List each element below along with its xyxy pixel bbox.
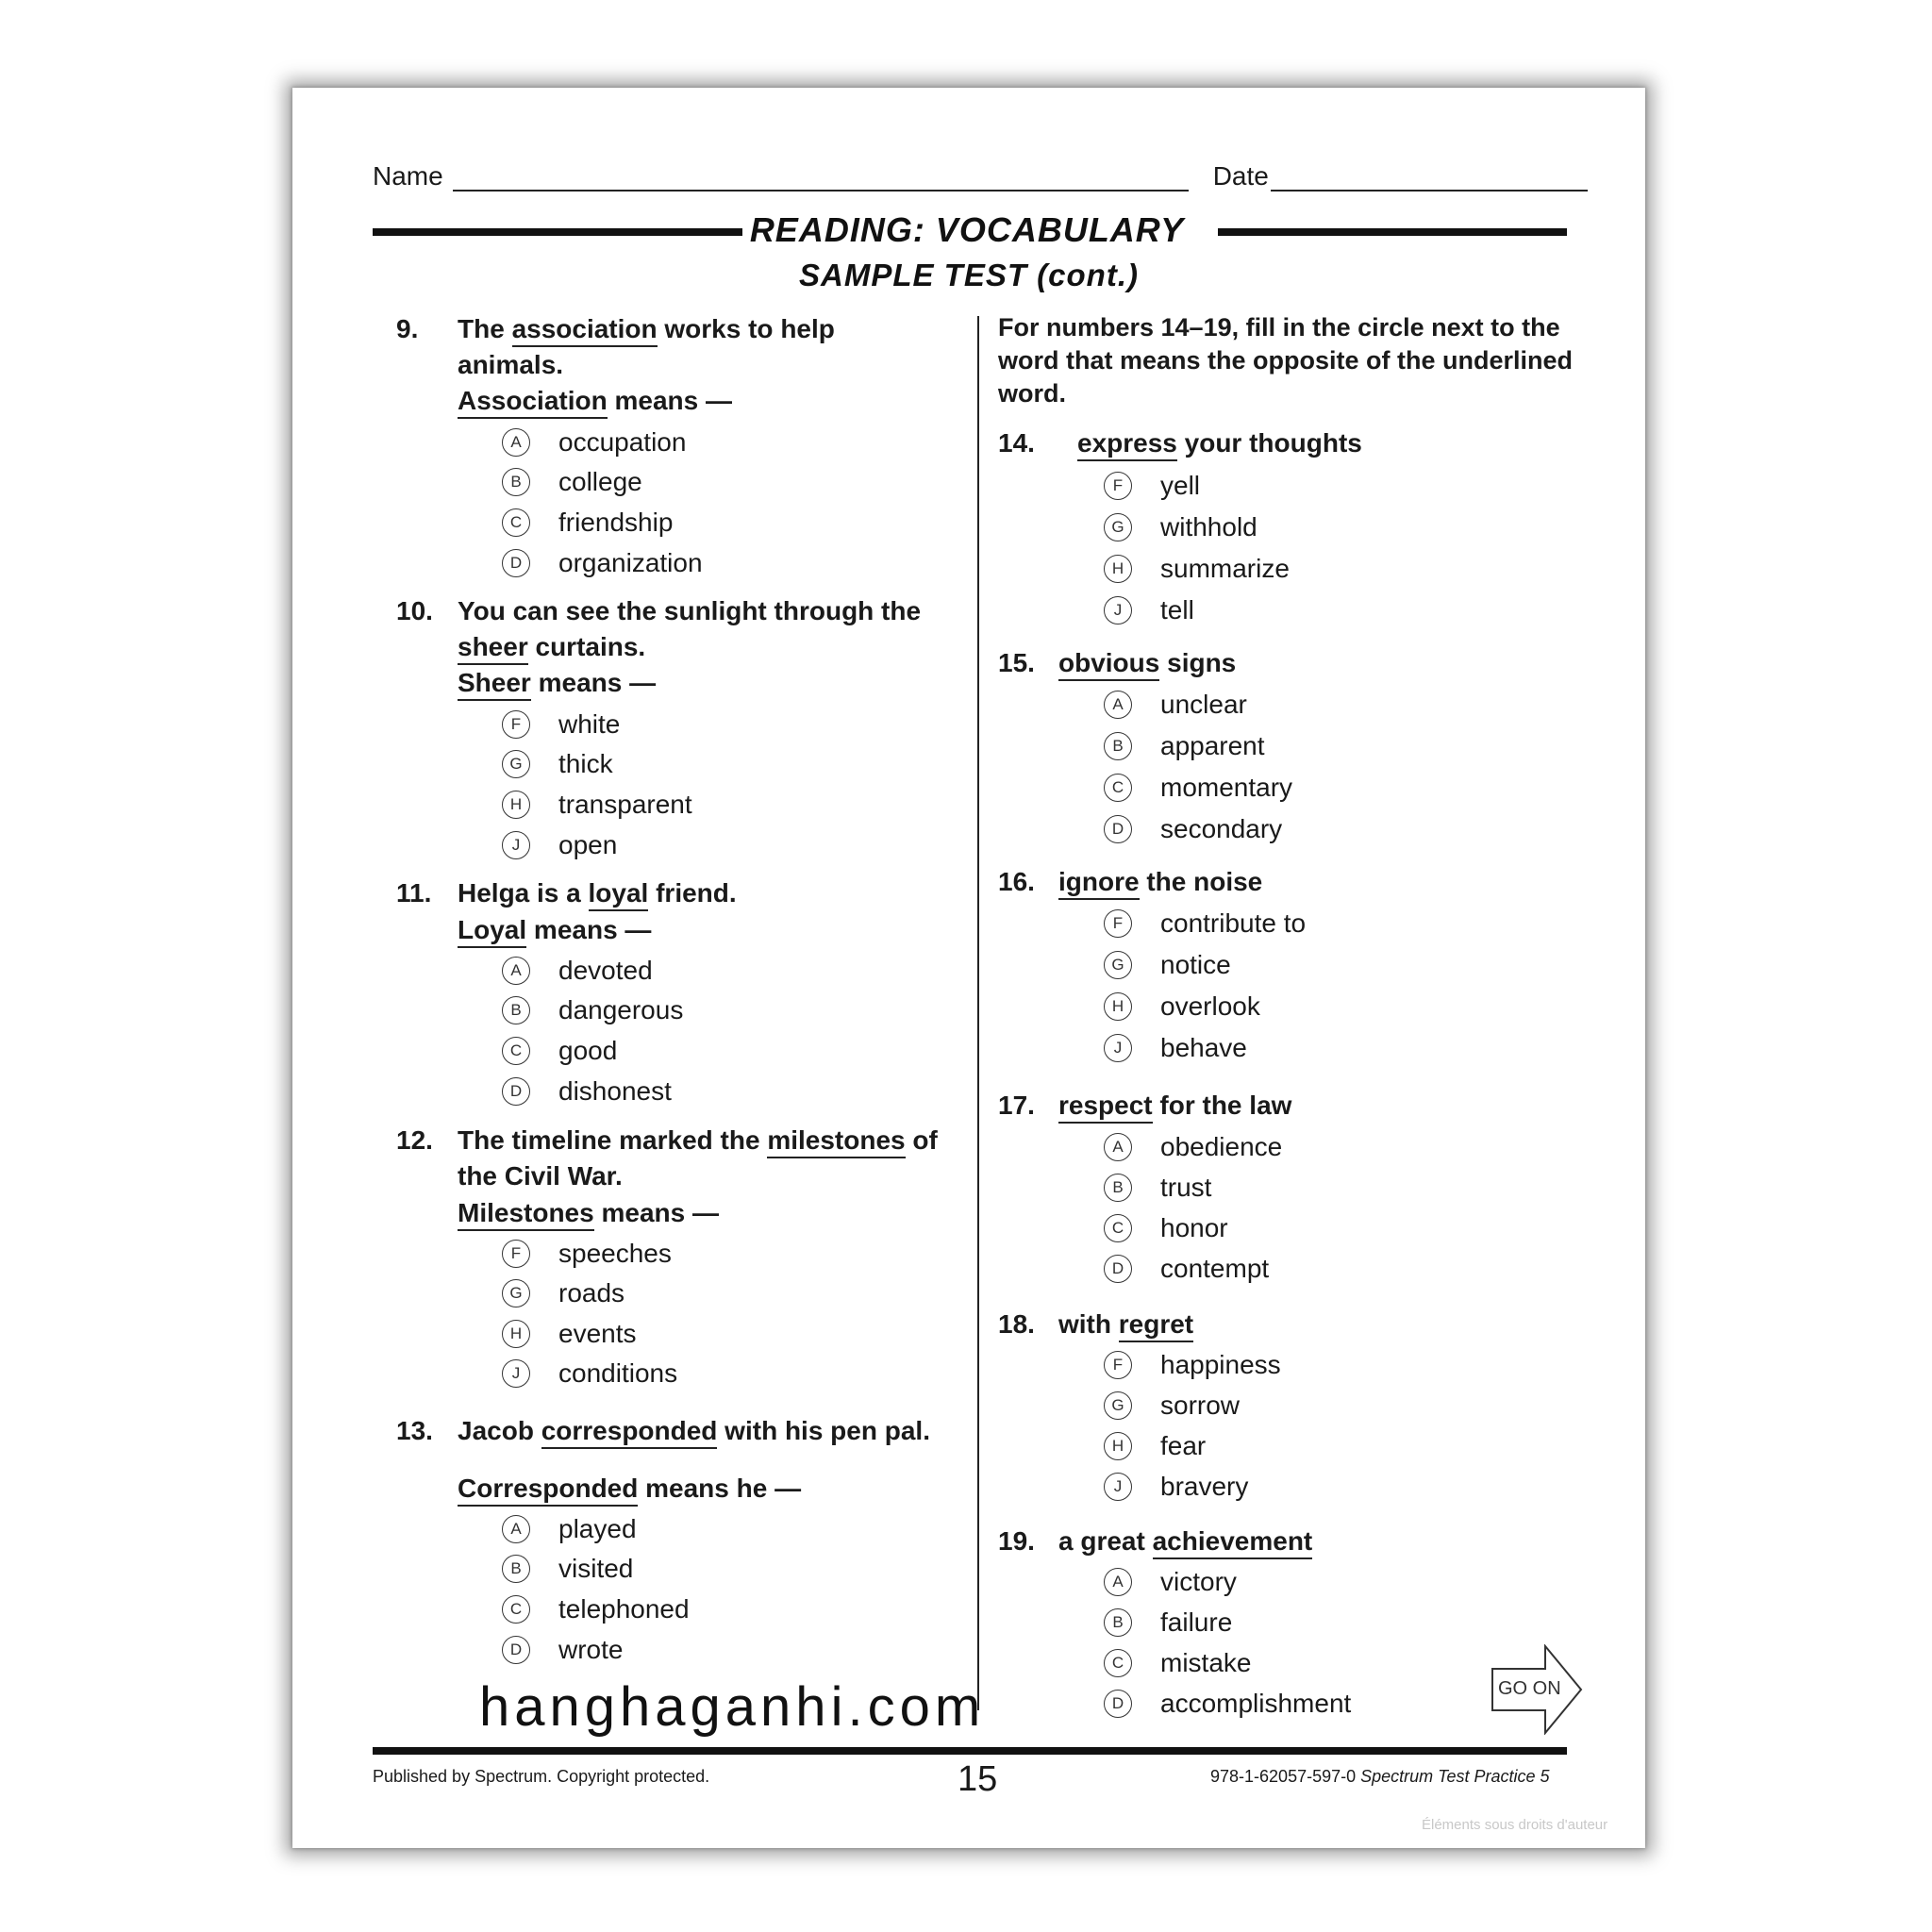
option-text: momentary <box>1160 773 1293 802</box>
option-text: played <box>558 1514 637 1543</box>
option-text: summarize <box>1160 554 1290 583</box>
stem-text: curtains. <box>527 632 646 661</box>
column-divider <box>977 316 979 1710</box>
go-on-label: GO ON <box>1498 1678 1561 1699</box>
answer-bubble[interactable]: A <box>502 957 530 985</box>
question-11-stem <box>458 875 737 911</box>
underlined-word: Sheer <box>458 668 531 701</box>
underlined-word: association <box>512 314 658 347</box>
answer-option[interactable] <box>502 1239 672 1269</box>
answer-bubble[interactable]: H <box>1104 992 1132 1021</box>
option-text: mistake <box>1160 1648 1252 1677</box>
answer-bubble[interactable]: C <box>1104 774 1132 802</box>
go-on-arrow-icon <box>1491 1644 1585 1735</box>
answer-option[interactable] <box>502 709 620 740</box>
answer-option[interactable] <box>1104 991 1260 1022</box>
answer-bubble[interactable]: G <box>1104 1391 1132 1420</box>
answer-option[interactable] <box>1104 1033 1247 1063</box>
answer-option[interactable] <box>1104 1607 1232 1638</box>
underlined-word: corresponded <box>541 1416 718 1449</box>
date-blank[interactable] <box>1271 167 1588 192</box>
answer-option[interactable] <box>502 790 692 820</box>
question-10-stem: You can see the sunlight through the <box>458 596 922 625</box>
option-text: happiness <box>1160 1350 1281 1379</box>
question-19-stem <box>1058 1524 1312 1559</box>
section-subtitle: SAMPLE TEST (cont.) <box>799 258 1139 292</box>
option-text: wrote <box>558 1635 624 1664</box>
question-17-stem <box>1058 1088 1291 1124</box>
option-text: organization <box>558 548 703 577</box>
underlined-word: express <box>1077 428 1177 461</box>
answer-option[interactable] <box>1104 1391 1240 1421</box>
underlined-word: Association <box>458 386 608 419</box>
answer-bubble[interactable]: B <box>1104 732 1132 760</box>
underlined-word: regret <box>1119 1309 1193 1342</box>
underlined-word: respect <box>1058 1091 1153 1124</box>
answer-bubble[interactable]: H <box>502 1320 530 1348</box>
stem-text: of <box>905 1125 938 1155</box>
answer-option[interactable] <box>502 467 642 497</box>
answer-option[interactable] <box>1104 1431 1206 1461</box>
answer-bubble[interactable]: B <box>1104 1608 1132 1637</box>
option-text: open <box>558 830 618 859</box>
answer-bubble[interactable]: J <box>1104 1473 1132 1501</box>
answer-bubble[interactable]: H <box>1104 1432 1132 1460</box>
isbn: 978-1-62057-597-0 <box>1210 1767 1357 1786</box>
answer-bubble[interactable]: A <box>502 428 530 457</box>
answer-bubble[interactable]: G <box>502 1279 530 1307</box>
question-number: 14. <box>998 428 1035 458</box>
answer-option[interactable] <box>1104 1254 1269 1284</box>
answer-option[interactable] <box>1104 1472 1248 1502</box>
answer-option[interactable] <box>1104 1350 1281 1380</box>
answer-bubble[interactable]: C <box>502 508 530 537</box>
question-number: 11. <box>396 878 432 908</box>
answer-bubble[interactable]: F <box>1104 472 1132 500</box>
option-text: honor <box>1160 1213 1228 1242</box>
footer-rule <box>373 1747 1567 1755</box>
answer-option[interactable] <box>1104 690 1247 720</box>
answer-option[interactable] <box>502 956 653 986</box>
question-10-prompt <box>458 665 656 701</box>
question-12-prompt <box>458 1195 719 1231</box>
question-15-stem <box>1058 645 1236 681</box>
prompt-text: means — <box>607 386 732 415</box>
option-text: white <box>558 709 621 739</box>
answer-bubble[interactable]: D <box>502 1636 530 1664</box>
answer-option[interactable] <box>1104 1648 1251 1678</box>
answer-bubble[interactable]: A <box>1104 1133 1132 1161</box>
question-10-stem-2 <box>458 629 645 665</box>
option-text: conditions <box>558 1358 678 1388</box>
answer-option[interactable] <box>502 548 703 578</box>
answer-option[interactable] <box>1104 731 1265 761</box>
underlined-word: loyal <box>589 878 649 911</box>
answer-bubble[interactable]: F <box>1104 1351 1132 1379</box>
answer-bubble[interactable]: F <box>502 710 530 739</box>
answer-option[interactable] <box>502 427 686 458</box>
option-text: telephoned <box>558 1594 690 1624</box>
option-text: dangerous <box>558 995 684 1024</box>
option-text: devoted <box>558 956 653 985</box>
stem-text: with <box>1058 1309 1119 1339</box>
question-14-stem <box>1077 425 1362 461</box>
prompt-text: means — <box>526 915 652 944</box>
option-text: thick <box>558 749 613 778</box>
option-text: overlook <box>1160 991 1260 1021</box>
answer-option[interactable] <box>502 1278 625 1308</box>
answer-bubble[interactable]: D <box>502 549 530 577</box>
answer-option[interactable] <box>1104 512 1257 542</box>
option-text: tell <box>1160 595 1194 625</box>
underlined-word: Loyal <box>458 915 526 948</box>
question-number: 15. <box>998 648 1035 677</box>
answer-bubble[interactable]: D <box>1104 815 1132 843</box>
answer-bubble[interactable]: C <box>1104 1649 1132 1677</box>
option-text: behave <box>1160 1033 1247 1062</box>
answer-option[interactable] <box>1104 554 1290 584</box>
underlined-word: milestones <box>767 1125 905 1158</box>
answer-bubble[interactable]: C <box>502 1037 530 1065</box>
underlined-word: Corresponded <box>458 1474 638 1507</box>
answer-option[interactable] <box>502 995 683 1025</box>
answer-option[interactable] <box>502 1554 633 1584</box>
question-number: 12. <box>396 1125 433 1155</box>
name-date-line <box>373 161 1588 192</box>
answer-option[interactable] <box>502 1635 623 1665</box>
option-text: victory <box>1160 1567 1237 1596</box>
answer-option[interactable] <box>1104 1213 1228 1243</box>
answer-option[interactable] <box>1104 1132 1282 1162</box>
book-info <box>1210 1767 1550 1787</box>
answer-bubble[interactable]: C <box>1104 1214 1132 1242</box>
prompt-text: means — <box>593 1198 719 1227</box>
question-number: 10. <box>396 596 433 625</box>
section-title: READING: VOCABULARY <box>749 210 1185 249</box>
option-text: sorrow <box>1160 1391 1241 1420</box>
answer-option[interactable] <box>502 1319 637 1349</box>
answer-bubble[interactable]: A <box>502 1515 530 1543</box>
underlined-word: ignore <box>1058 867 1140 900</box>
date-label: Date <box>1212 161 1269 191</box>
answer-option[interactable] <box>502 1594 690 1624</box>
underlined-word: sheer <box>458 632 528 665</box>
rights-note: Éléments sous droits d'auteur <box>1422 1817 1608 1833</box>
answer-bubble[interactable]: C <box>502 1595 530 1624</box>
answer-bubble[interactable]: F <box>1104 909 1132 938</box>
stem-text: signs <box>1159 648 1237 677</box>
answer-bubble[interactable]: D <box>502 1077 530 1106</box>
option-text: fear <box>1160 1431 1207 1460</box>
stem-text: with his pen pal. <box>717 1416 930 1445</box>
option-text: failure <box>1160 1607 1233 1637</box>
option-text: good <box>558 1036 618 1065</box>
question-13-prompt <box>458 1471 801 1507</box>
option-text: contempt <box>1160 1254 1270 1283</box>
answer-bubble[interactable]: G <box>1104 513 1132 541</box>
name-blank[interactable] <box>453 167 1189 192</box>
question-12-stem-2: the Civil War. <box>458 1161 623 1191</box>
answer-option[interactable] <box>1104 1567 1237 1597</box>
name-label: Name <box>373 161 443 191</box>
option-text: speeches <box>558 1239 672 1268</box>
answer-option[interactable] <box>1104 1689 1351 1719</box>
question-9-stem-2: animals. <box>458 350 564 379</box>
stem-text: the noise <box>1139 867 1263 896</box>
option-text: visited <box>558 1554 634 1583</box>
prompt-text: means he — <box>638 1474 802 1503</box>
option-text: contribute to <box>1160 908 1307 938</box>
stem-text: Helga is a <box>458 878 589 908</box>
book-title: Spectrum Test Practice 5 <box>1360 1767 1550 1786</box>
answer-bubble[interactable]: G <box>1104 951 1132 979</box>
option-text: friendship <box>558 508 674 537</box>
option-text: secondary <box>1160 814 1283 843</box>
answer-bubble[interactable]: J <box>1104 1034 1132 1062</box>
stem-text: a great <box>1058 1526 1153 1556</box>
page-number: 15 <box>958 1759 998 1799</box>
option-text: unclear <box>1160 690 1247 719</box>
option-text: accomplishment <box>1160 1689 1352 1718</box>
option-text: yell <box>1160 471 1201 500</box>
publisher-note: Published by Spectrum. Copyright protected. <box>373 1767 710 1786</box>
option-text: apparent <box>1160 731 1265 760</box>
underlined-word: achievement <box>1153 1526 1313 1559</box>
option-text: dishonest <box>558 1076 672 1106</box>
instructions: For numbers 14–19, fill in the circle next to the word that means the opposite of the underlined word. <box>998 313 1574 408</box>
question-9-prompt <box>458 383 732 419</box>
prompt-text: means — <box>530 668 657 697</box>
option-text: transparent <box>558 790 692 819</box>
worksheet-page <box>292 88 1645 1848</box>
answer-bubble[interactable]: H <box>502 791 530 819</box>
question-number: 17. <box>998 1091 1035 1120</box>
answer-option[interactable] <box>1104 471 1200 501</box>
question-number: 16. <box>998 867 1035 896</box>
answer-bubble[interactable]: F <box>502 1240 530 1268</box>
question-number: 13. <box>396 1416 433 1445</box>
option-text: trust <box>1160 1173 1212 1202</box>
stem-text: for the law <box>1152 1091 1292 1120</box>
site-watermark: hanghaganhi.com <box>479 1676 986 1738</box>
answer-option[interactable] <box>1104 950 1231 980</box>
answer-option[interactable] <box>502 749 613 779</box>
answer-bubble[interactable]: H <box>1104 555 1132 583</box>
answer-option[interactable] <box>502 1514 637 1544</box>
stem-text: The <box>458 314 512 343</box>
question-number: 18. <box>998 1309 1035 1339</box>
answer-bubble[interactable]: D <box>1104 1255 1132 1283</box>
answer-bubble[interactable]: G <box>502 750 530 778</box>
answer-option[interactable] <box>502 1358 677 1389</box>
question-9-stem <box>458 311 835 347</box>
question-16-stem <box>1058 864 1262 900</box>
answer-bubble[interactable]: B <box>502 1555 530 1583</box>
answer-bubble[interactable]: J <box>502 1359 530 1388</box>
option-text: notice <box>1160 950 1231 979</box>
answer-option[interactable] <box>1104 908 1306 939</box>
answer-option[interactable] <box>502 1076 672 1107</box>
option-text: college <box>558 467 642 496</box>
stem-text: The timeline marked the <box>458 1125 768 1155</box>
underlined-word: obvious <box>1058 648 1159 681</box>
question-13-stem <box>458 1413 930 1449</box>
answer-option[interactable] <box>1104 773 1292 803</box>
answer-bubble[interactable]: J <box>502 831 530 859</box>
answer-bubble[interactable]: B <box>502 996 530 1024</box>
answer-bubble[interactable]: B <box>502 468 530 496</box>
answer-bubble[interactable]: A <box>1104 1568 1132 1596</box>
question-12-stem <box>458 1123 938 1158</box>
answer-option[interactable] <box>502 830 617 860</box>
answer-bubble[interactable]: A <box>1104 691 1132 719</box>
option-text: roads <box>558 1278 625 1307</box>
option-text: events <box>558 1319 637 1348</box>
question-18-stem <box>1058 1307 1193 1342</box>
answer-option[interactable] <box>502 508 673 538</box>
option-text: withhold <box>1160 512 1257 541</box>
stem-text: Jacob <box>458 1416 541 1445</box>
answer-option[interactable] <box>502 1036 617 1066</box>
answer-option[interactable] <box>1104 595 1194 625</box>
option-text: occupation <box>558 427 687 457</box>
answer-bubble[interactable]: D <box>1104 1690 1132 1718</box>
stem-text: works to help <box>657 314 835 343</box>
stem-text: your thoughts <box>1176 428 1362 458</box>
underlined-word: Milestones <box>458 1198 594 1231</box>
answer-bubble[interactable]: B <box>1104 1174 1132 1202</box>
question-number: 9. <box>396 314 419 343</box>
answer-option[interactable] <box>1104 814 1282 844</box>
question-11-prompt <box>458 912 651 948</box>
stem-text: friend. <box>648 878 737 908</box>
option-text: obedience <box>1160 1132 1283 1161</box>
answer-option[interactable] <box>1104 1173 1211 1203</box>
option-text: bravery <box>1160 1472 1249 1501</box>
question-number: 19. <box>998 1526 1035 1556</box>
answer-bubble[interactable]: J <box>1104 596 1132 625</box>
